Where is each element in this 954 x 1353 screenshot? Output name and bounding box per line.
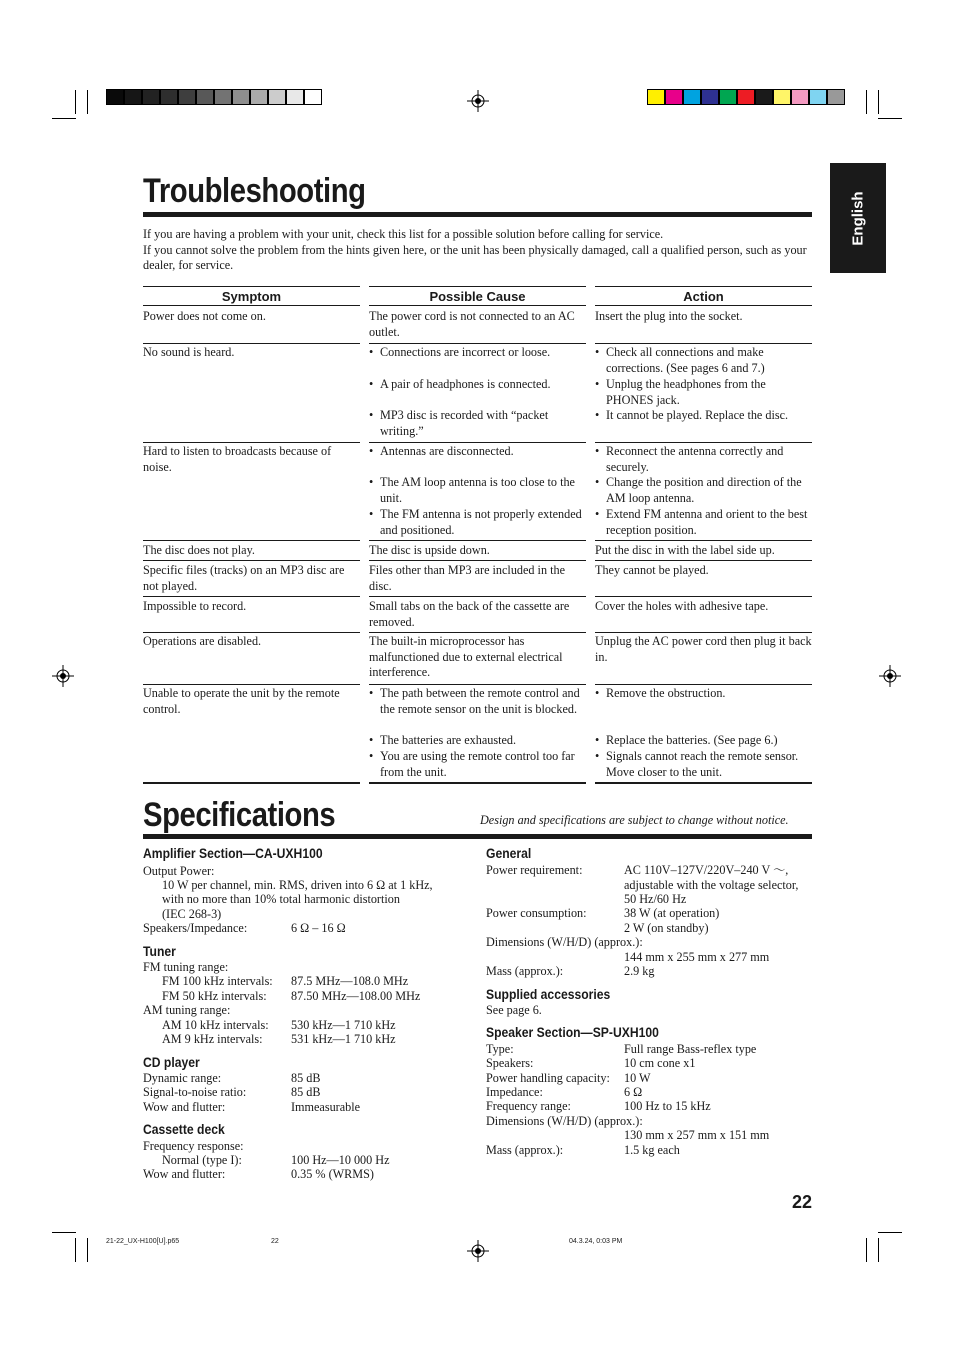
crop-mark <box>75 1238 76 1262</box>
crop-mark <box>866 1238 867 1262</box>
crop-mark <box>878 1238 879 1262</box>
spec-value: 2 W (on standby) <box>624 921 709 935</box>
intro-paragraph: If you are having a problem with your unit, check this list for a possible solution before calling for service. <box>143 227 664 241</box>
crop-mark <box>878 90 879 114</box>
registration-mark-icon <box>52 665 74 687</box>
spec-label: Impedance: <box>486 1085 543 1099</box>
cause-item: • Antennas are disconnected. <box>369 444 586 460</box>
row-divider <box>369 632 586 633</box>
spec-value: 530 kHz—1 710 kHz <box>291 1018 396 1032</box>
row-divider <box>369 343 586 344</box>
speaker-section-heading: Speaker Section—SP-UXH100 <box>486 1025 659 1040</box>
spec-label: Dimensions (W/H/D) (approx.): <box>486 1114 643 1128</box>
color-swatch <box>683 89 701 105</box>
cause-item: • The AM loop antenna is too close to the unit. <box>369 475 586 506</box>
title-rule <box>143 834 812 839</box>
cause-cell: The disc is upside down. <box>369 543 490 557</box>
spec-value: 10 cm cone x1 <box>624 1056 696 1070</box>
row-divider <box>595 442 812 443</box>
spec-value: 10 W per channel, min. RMS, driven into 6 Ω at 1 kHz, <box>162 878 433 892</box>
registration-mark-icon <box>467 1240 489 1262</box>
color-swatch <box>214 89 232 105</box>
table-bottom-rule <box>369 782 586 784</box>
spec-value: 87.50 MHz—108.00 MHz <box>291 989 421 1003</box>
color-swatch <box>142 89 160 105</box>
cause-item: • The batteries are exhausted. <box>369 733 586 749</box>
cause-cell: The built-in microprocessor has malfunctioned due to external electrical interference. <box>369 634 563 680</box>
symptom-cell: No sound is heard. <box>143 345 235 359</box>
color-swatch <box>647 89 665 105</box>
intro-paragraph: If you cannot solve the problem from the hints given here, or the unit has been physically damaged, call a qualified person, such as your dealer, for service. <box>143 242 807 273</box>
color-swatch <box>196 89 214 105</box>
action-item: • Signals cannot reach the remote sensor. Move closer to the unit. <box>595 749 812 780</box>
spec-label: AM 10 kHz intervals: <box>162 1018 269 1032</box>
spec-label: FM 100 kHz intervals: <box>162 974 273 988</box>
spec-label: Normal (type I): <box>162 1153 242 1167</box>
footer-page: 22 <box>271 1238 279 1245</box>
symptom-cell: Impossible to record. <box>143 599 247 613</box>
spec-label: Wow and flutter: <box>143 1167 226 1181</box>
row-divider <box>143 343 360 344</box>
spec-label: Dimensions (W/H/D) (approx.): <box>486 935 643 949</box>
symptom-cell: Unable to operate the unit by the remote control. <box>143 686 340 716</box>
troubleshooting-intro <box>143 227 812 274</box>
action-cell: Put the disc in with the label side up. <box>595 543 775 557</box>
spec-value: 2.9 kg <box>624 964 655 978</box>
cassette-deck-heading: Cassette deck <box>143 1122 225 1137</box>
cause-item: • A pair of headphones is connected. <box>369 377 586 393</box>
crop-mark <box>878 118 902 119</box>
registration-mark-icon <box>879 665 901 687</box>
spec-label: Wow and flutter: <box>143 1100 226 1114</box>
supplied-accessories-heading: Supplied accessories <box>486 987 611 1002</box>
spec-value: 10 W <box>624 1071 651 1085</box>
spec-value: Immeasurable <box>291 1100 361 1114</box>
color-swatch <box>286 89 304 105</box>
color-swatch <box>809 89 827 105</box>
header-possible-cause: Possible Cause <box>369 286 586 306</box>
crop-mark <box>75 90 76 114</box>
action-item: • Replace the batteries. (See page 6.) <box>595 733 812 749</box>
language-tab <box>830 163 886 273</box>
spec-value: 1.5 kg each <box>624 1143 680 1157</box>
spec-value: 6 Ω – 16 Ω <box>291 921 346 935</box>
crop-mark <box>87 1238 88 1262</box>
row-divider <box>143 632 360 633</box>
crop-mark <box>87 90 88 114</box>
spec-value: 87.5 MHz—108.0 MHz <box>291 974 409 988</box>
color-swatch <box>268 89 286 105</box>
header-action: Action <box>595 286 812 306</box>
footer-file-name: 21-22_UX-H100[U].p65 <box>106 1238 180 1245</box>
spec-label: FM tuning range: <box>143 960 229 974</box>
row-divider <box>369 684 586 685</box>
spec-value: (IEC 268-3) <box>162 907 222 921</box>
spec-value: 6 Ω <box>624 1085 643 1099</box>
action-item: • Extend FM antenna and orient to the best reception position. <box>595 507 812 538</box>
spec-value: 50 Hz/60 Hz <box>624 892 687 906</box>
spec-label: AM 9 kHz intervals: <box>162 1032 263 1046</box>
color-swatch <box>250 89 268 105</box>
spec-label: FM 50 kHz intervals: <box>162 989 267 1003</box>
symptom-cell: Specific files (tracks) on an MP3 disc are not played. <box>143 563 345 593</box>
color-swatch <box>827 89 845 105</box>
spec-value: 0.35 % (WRMS) <box>291 1167 374 1181</box>
specifications-note: Design and specifications are subject to change without notice. <box>480 813 789 827</box>
color-swatch <box>160 89 178 105</box>
spec-label: Speakers/Impedance: <box>143 921 248 935</box>
row-divider <box>143 684 360 685</box>
spec-label: Frequency response: <box>143 1139 244 1153</box>
action-cell: Insert the plug into the socket. <box>595 309 743 323</box>
crop-mark <box>52 118 76 119</box>
cause-item: • You are using the remote control too far from the unit. <box>369 749 586 780</box>
general-heading: General <box>486 846 532 861</box>
row-divider <box>595 684 812 685</box>
color-swatch <box>701 89 719 105</box>
color-swatch <box>791 89 809 105</box>
cause-cell: Small tabs on the back of the cassette are removed. <box>369 599 570 629</box>
spec-value: adjustable with the voltage selector, <box>624 878 799 892</box>
spec-value: 38 W (at operation) <box>624 906 720 920</box>
spec-label: Output Power: <box>143 864 215 878</box>
row-divider <box>369 560 586 561</box>
crop-mark <box>866 90 867 114</box>
footer-date: 04.3.24, 0:03 PM <box>569 1238 623 1245</box>
spec-label: AM tuning range: <box>143 1003 231 1017</box>
color-swatch <box>773 89 791 105</box>
spec-value: 144 mm x 255 mm x 277 mm <box>624 950 770 964</box>
color-swatch <box>755 89 773 105</box>
action-cell: Unplug the AC power cord then plug it back in. <box>595 634 812 664</box>
header-symptom: Symptom <box>143 286 360 306</box>
row-divider <box>595 343 812 344</box>
action-cell: They cannot be played. <box>595 563 709 577</box>
action-item: • Change the position and direction of the AM loop antenna. <box>595 475 812 506</box>
color-swatch <box>124 89 142 105</box>
cause-item: • The path between the remote control and the remote sensor on the unit is blocked. <box>369 686 586 717</box>
spec-value: 130 mm x 257 mm x 151 mm <box>624 1128 770 1142</box>
symptom-cell: Power does not come on. <box>143 309 266 323</box>
action-item: • It cannot be played. Replace the disc. <box>595 408 812 424</box>
spec-label: Signal-to-noise ratio: <box>143 1085 247 1099</box>
row-divider <box>595 596 812 597</box>
language-tab-label: English <box>849 190 867 246</box>
row-divider <box>595 632 812 633</box>
row-divider <box>143 442 360 443</box>
color-swatch <box>106 89 124 105</box>
spec-value: 531 kHz—1 710 kHz <box>291 1032 396 1046</box>
action-item: • Check all connections and make corrections. (See pages 6 and 7.) <box>595 345 812 376</box>
spec-value: See page 6. <box>486 1003 542 1017</box>
cause-cell: The power cord is not connected to an AC outlet. <box>369 309 575 339</box>
action-item: • Remove the obstruction. <box>595 686 812 702</box>
row-divider <box>595 560 812 561</box>
crop-mark <box>52 1232 76 1233</box>
row-divider <box>595 540 812 541</box>
spec-label: Power handling capacity: <box>486 1071 610 1085</box>
spec-label: Mass (approx.): <box>486 1143 564 1157</box>
specifications-title: Specifications <box>143 796 336 834</box>
color-swatch <box>304 89 322 105</box>
table-bottom-rule <box>143 782 360 784</box>
spec-label: Mass (approx.): <box>486 964 564 978</box>
symptom-cell: The disc does not play. <box>143 543 255 557</box>
crop-mark <box>878 1232 902 1233</box>
action-item: • Unplug the headphones from the PHONES jack. <box>595 377 812 408</box>
symptom-cell: Hard to listen to broadcasts because of noise. <box>143 444 332 474</box>
cd-player-heading: CD player <box>143 1055 200 1070</box>
cause-item: • MP3 disc is recorded with “packet writing.” <box>369 408 586 439</box>
grayscale-color-bar <box>106 89 322 105</box>
spec-label: Type: <box>486 1042 514 1056</box>
color-swatch <box>665 89 683 105</box>
row-divider <box>143 540 360 541</box>
cause-item: • The FM antenna is not properly extended and positioned. <box>369 507 586 538</box>
spec-label: Power requirement: <box>486 863 583 877</box>
action-item: • Reconnect the antenna correctly and securely. <box>595 444 812 475</box>
action-cell: Cover the holes with adhesive tape. <box>595 599 769 613</box>
spec-label: Frequency range: <box>486 1099 571 1113</box>
cause-cell: Files other than MP3 are included in the disc. <box>369 563 565 593</box>
title-rule <box>143 212 812 217</box>
registration-mark-icon <box>467 90 489 112</box>
spec-value: 85 dB <box>291 1085 321 1099</box>
spec-value: with no more than 10% total harmonic distortion <box>162 892 400 906</box>
table-bottom-rule <box>595 782 812 784</box>
tuner-heading: Tuner <box>143 944 176 959</box>
spec-label: Speakers: <box>486 1056 534 1070</box>
row-divider <box>143 560 360 561</box>
symptom-cell: Operations are disabled. <box>143 634 262 648</box>
row-divider <box>369 442 586 443</box>
spec-value: 85 dB <box>291 1071 321 1085</box>
amplifier-heading: Amplifier Section—CA-UXH100 <box>143 846 323 861</box>
spec-value: Full range Bass-reflex type <box>624 1042 757 1056</box>
row-divider <box>369 596 586 597</box>
spec-label: Dynamic range: <box>143 1071 222 1085</box>
spec-value: AC 110V–127V/220V–240 V ～, <box>624 863 789 877</box>
troubleshooting-title: Troubleshooting <box>143 172 366 210</box>
color-swatch <box>737 89 755 105</box>
row-divider <box>143 596 360 597</box>
color-swatch <box>178 89 196 105</box>
spec-label: Power consumption: <box>486 906 587 920</box>
color-swatch <box>232 89 250 105</box>
spec-value: 100 Hz to 15 kHz <box>624 1099 711 1113</box>
cause-item: • Connections are incorrect or loose. <box>369 345 586 361</box>
spec-value: 100 Hz—10 000 Hz <box>291 1153 390 1167</box>
color-swatch <box>719 89 737 105</box>
page-number: 22 <box>792 1192 813 1212</box>
process-color-bar <box>647 89 845 105</box>
row-divider <box>369 540 586 541</box>
